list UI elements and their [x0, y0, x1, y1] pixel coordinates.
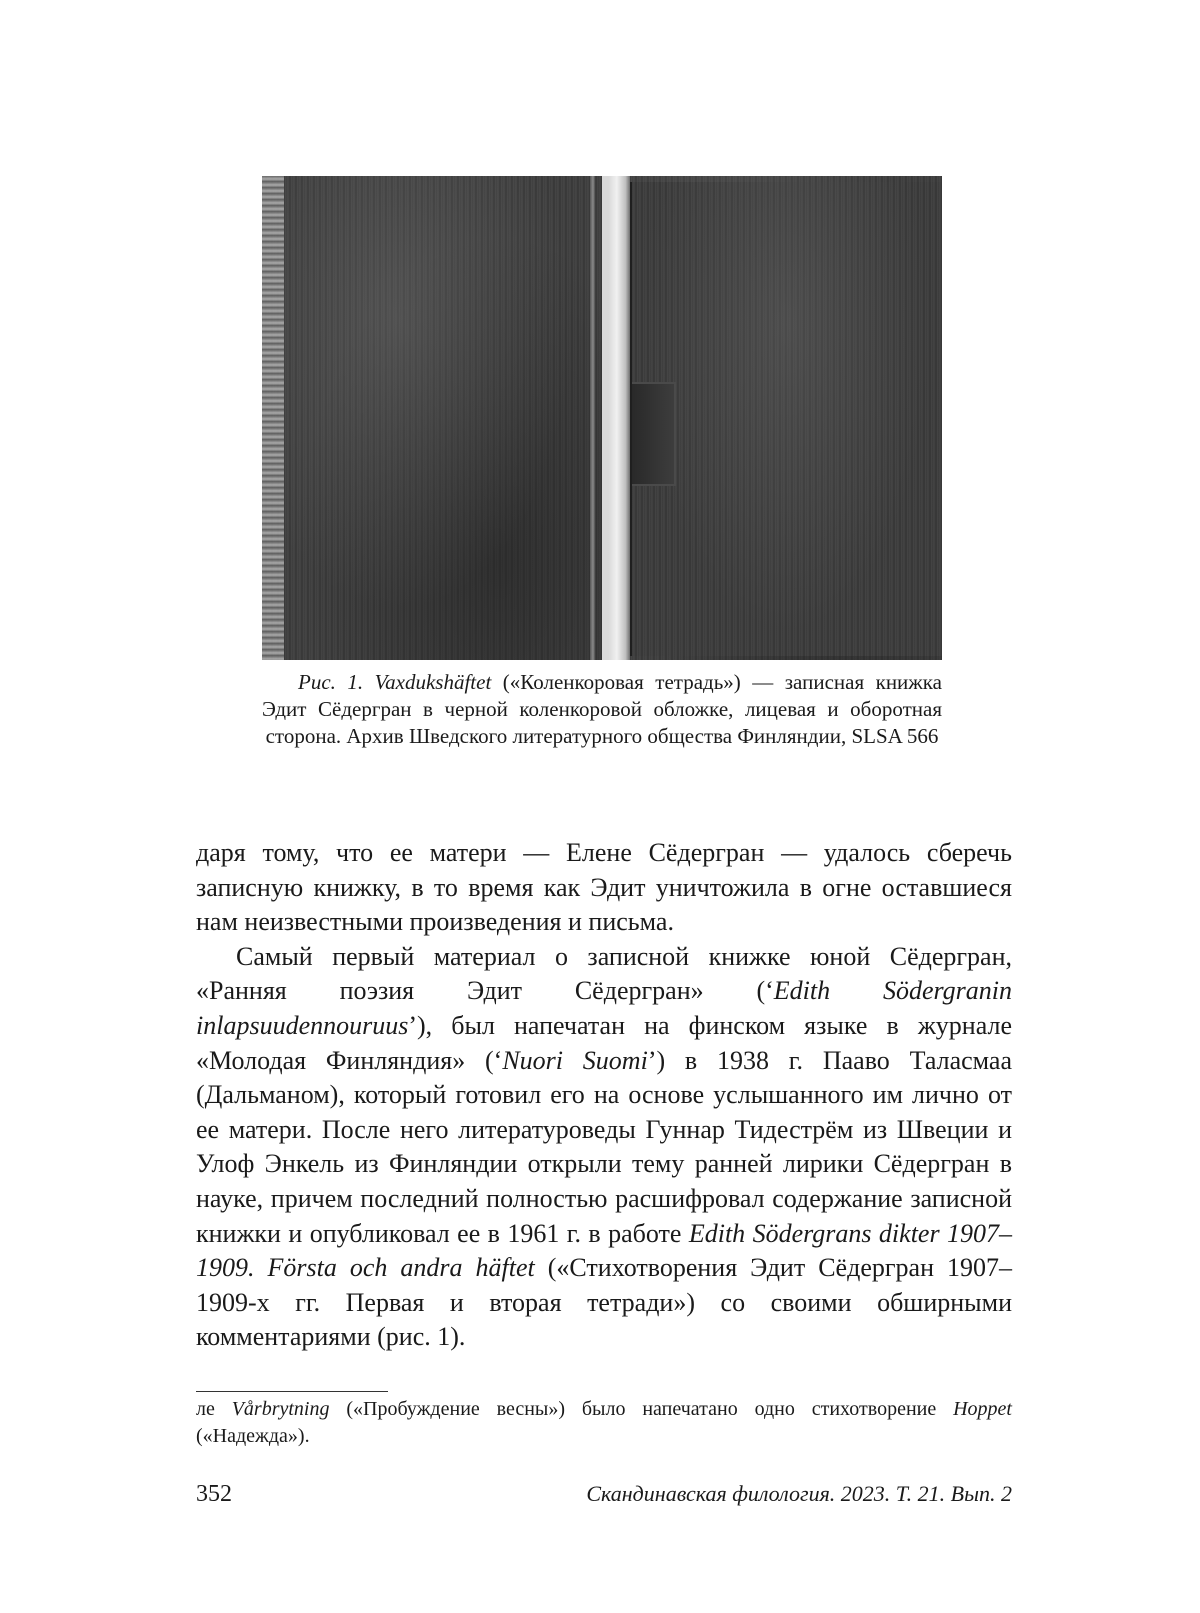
figure-notebook-photo: [262, 176, 942, 660]
cover-flap: [632, 382, 676, 486]
caption-title: Vaxdukshäftet: [374, 670, 492, 694]
footnote-divider: [196, 1391, 388, 1392]
notebook-spine: [262, 176, 284, 660]
back-cover-surface: [630, 182, 942, 656]
paragraph-2: Самый первый материал о записной книжке юной Сёдергран, «Ранняя поэзия Эдит Сёдергран» (‘Edith Södergranin inlapsuudennouruus’), был напечатан на финском языке в журнале «Молодая Финляндия» (‘Nuori Suomi’) в 1938 г. Пааво Таласмаа (Дальманом), который готовил его на основе услышанного им лично от ее матери. После него литературоведы Гуннар Тидестрём из Швеции и Улоф Энкель из Финляндии открыли тему ранней лирики Сёдергран в науке, причем последний полностью расшифровал содержание записной книжки и опубликовал ее в 1961 г. в работе Edith Södergrans dikter 1907–1909. Första och andra häftet («Стихотворения Эдит Сёдергран 1907–1909-х гг. Первая и вторая тетради») со своими обширными комментариями (рис. 1).: [196, 941, 1012, 1352]
running-title: Скандинавская филология. 2023. Т. 21. Вып. 2: [586, 1481, 1012, 1506]
notebook-front-cover: [262, 176, 602, 660]
caption-prefix: Рис. 1.: [298, 670, 364, 694]
footnote: ле Vårbrytning («Пробуждение весны») было напечатано одно стихотворение Hoppet («Надежда»).: [196, 1398, 1012, 1447]
caption-text: («Коленкоровая тетрадь») — записная книжка Эдит Сёдергран в черной коленкоровой обложке, лицевая и оборотная сторона. Архив Шведского литературного общества Финляндии, SLSA 566: [262, 670, 943, 748]
cover-fold: [590, 176, 596, 660]
figure-caption: [262, 669, 942, 750]
body-text: [196, 836, 1012, 1355]
paragraph-1: даря тому, что ее матери — Елене Сёдергран — удалось сберечь записную книжку, в то время как Эдит уничтожила в огне оставшиеся нам неизвестными произведения и письма.: [196, 838, 1012, 937]
notebook-back-cover: [608, 176, 942, 660]
page-number: 352: [196, 1481, 232, 1507]
pages-edge: [608, 176, 630, 660]
